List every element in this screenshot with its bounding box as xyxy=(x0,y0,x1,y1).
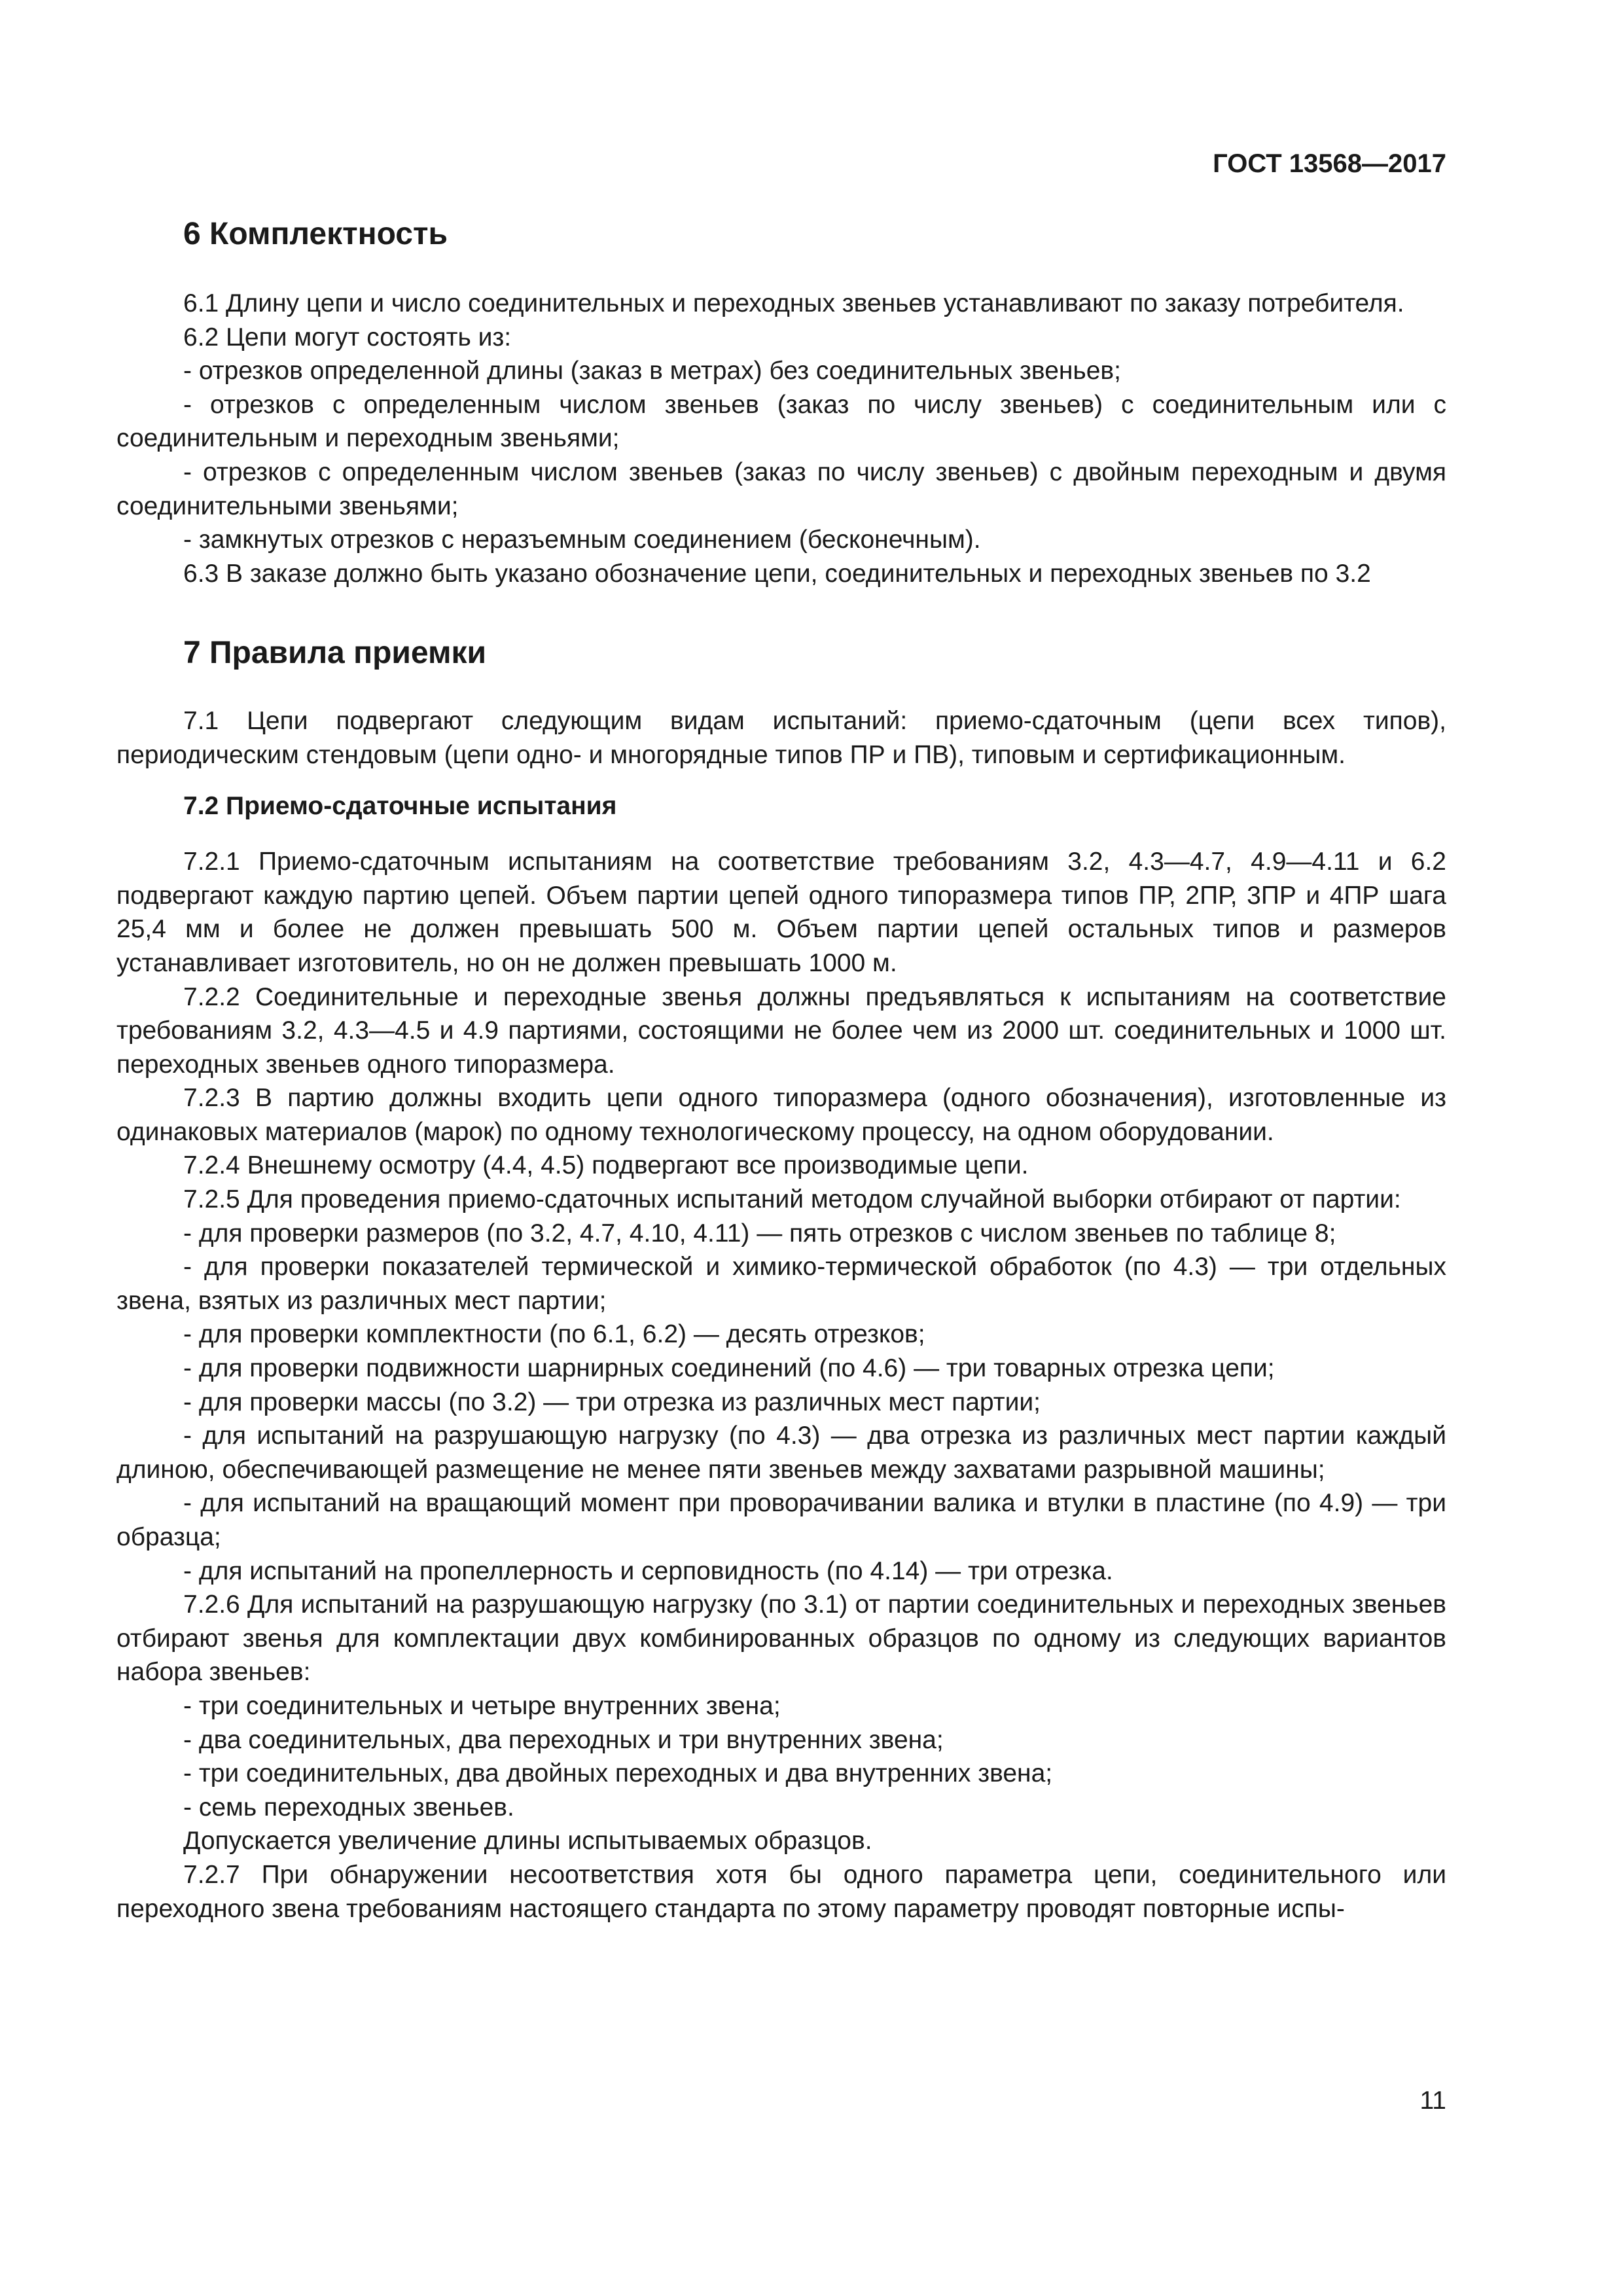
paragraph-6-3: 6.3 В заказе должно быть указано обозначение цепи, соединительных и переходных звеньев по 3.2 xyxy=(183,559,1371,588)
list-item: - два соединительных, два переходных и три внутренних звена; xyxy=(183,1725,944,1754)
list-item: - отрезков с определенным числом звеньев (заказ по числу звеньев) с двойным переходным и двумя соединительными звеньями; xyxy=(116,457,1446,520)
list-item: - для проверки комплектности (по 6.1, 6.2) — десять отрезков; xyxy=(183,1320,925,1349)
paragraph-7-1: 7.1 Цепи подвергают следующим видам испытаний: приемо-сдаточным (цепи всех типов), периодическим стендовым (цепи одно- и многорядные типов ПР и ПВ), типовым и сертификационным. xyxy=(116,707,1446,769)
list-item: - отрезков определенной длины (заказ в метрах) без соединительных звеньев; xyxy=(183,357,1121,386)
list-item: - для проверки массы (по 3.2) — три отрезка из различных мест партии; xyxy=(183,1388,1041,1416)
paragraph-7-2-7: 7.2.7 При обнаружении несоответствия хотя бы одного параметра цепи, соединительного или переходного звена требованиям настоящего стандарта по этому параметру проводят повторные испы- xyxy=(116,1860,1446,1923)
list-item: - три соединительных, два двойных переходных и два внутренних звена; xyxy=(183,1759,1053,1788)
section-6-title: 6 Комплектность xyxy=(183,217,448,251)
document-code: ГОСТ 13568—2017 xyxy=(1213,149,1446,178)
paragraph-7-2-6: 7.2.6 Для испытаний на разрушающую нагрузку (по 3.1) от партии соединительных и переходных звеньев отбирают звенья для комплектации двух комбинированных образцов по одному из следующих вариантов набора звеньев: xyxy=(116,1590,1446,1687)
list-item: - отрезков с определенным числом звеньев (заказ по числу звеньев) с соединительным или с соединительным и переходным звеньями; xyxy=(116,390,1446,453)
paragraph-7-2-5: 7.2.5 Для проведения приемо-сдаточных испытаний методом случайной выборки отбирают от партии: xyxy=(183,1185,1401,1214)
list-item: - для испытаний на пропеллерность и серповидность (по 4.14) — три отрезка. xyxy=(183,1556,1113,1585)
subsection-7-2-title: 7.2 Приемо-сдаточные испытания xyxy=(183,791,617,820)
list-item: - семь переходных звеньев. xyxy=(183,1793,514,1821)
paragraph-6-1: 6.1 Длину цепи и число соединительных и переходных звеньев устанавливают по заказу потребителя. xyxy=(183,289,1404,317)
list-item: - для проверки размеров (по 3.2, 4.7, 4.10, 4.11) — пять отрезков с числом звеньев по таблице 8; xyxy=(183,1219,1336,1247)
list-item: - для проверки подвижности шарнирных соединений (по 4.6) — три товарных отрезка цепи; xyxy=(183,1354,1275,1383)
section-7-title: 7 Правила приемки xyxy=(183,636,487,671)
list-item: - для испытаний на разрушающую нагрузку (по 4.3) — два отрезка из различных мест партии каждый длиною, обеспечивающей размещение не менее пяти звеньев между захватами разрывной машины; xyxy=(116,1422,1446,1484)
list-item: - замкнутых отрезков с неразъемным соединением (бесконечным). xyxy=(183,526,981,554)
paragraph-note: Допускается увеличение длины испытываемых образцов. xyxy=(183,1827,872,1856)
paragraph-6-2: 6.2 Цепи могут состоять из: xyxy=(183,323,512,351)
paragraph-7-2-1: 7.2.1 Приемо-сдаточным испытаниям на соответствие требованиям 3.2, 4.3—4.7, 4.9—4.11 и 6.2 подвергают каждую партию цепей. Объем партии цепей одного типоразмера типов ПР, 2ПР, 3ПР и 4ПР шага 25,4 мм и более не должен превышать 500 м. Объем партии цепей остальных типов и размеров устанавливает изготовитель, но он не должен превышать 1000 м. xyxy=(116,848,1446,977)
paragraph-7-2-2: 7.2.2 Соединительные и переходные звенья должны предъявляться к испытаниям на соответствие требованиям 3.2, 4.3—4.5 и 4.9 партиями, состоящими не более чем из 2000 шт. соединительных и 1000 шт. переходных звеньев одного типоразмера. xyxy=(116,982,1446,1079)
list-item: - три соединительных и четыре внутренних звена; xyxy=(183,1691,781,1720)
page-content xyxy=(116,215,1446,1926)
paragraph-7-2-3: 7.2.3 В партию должны входить цепи одного типоразмера (одного обозначения), изготовленные из одинаковых материалов (марок) по одному технологическому процессу, на одном оборудовании. xyxy=(116,1084,1446,1146)
page-number: 11 xyxy=(1419,2087,1446,2115)
list-item: - для проверки показателей термической и химико-термической обработок (по 4.3) — три отдельных звена, взятых из различных мест партии; xyxy=(116,1253,1446,1315)
list-item: - для испытаний на вращающий момент при проворачивании валика и втулки в пластине (по 4.9) — три образца; xyxy=(116,1489,1446,1551)
paragraph-7-2-4: 7.2.4 Внешнему осмотру (4.4, 4.5) подвергают все производимые цепи. xyxy=(183,1151,1029,1180)
